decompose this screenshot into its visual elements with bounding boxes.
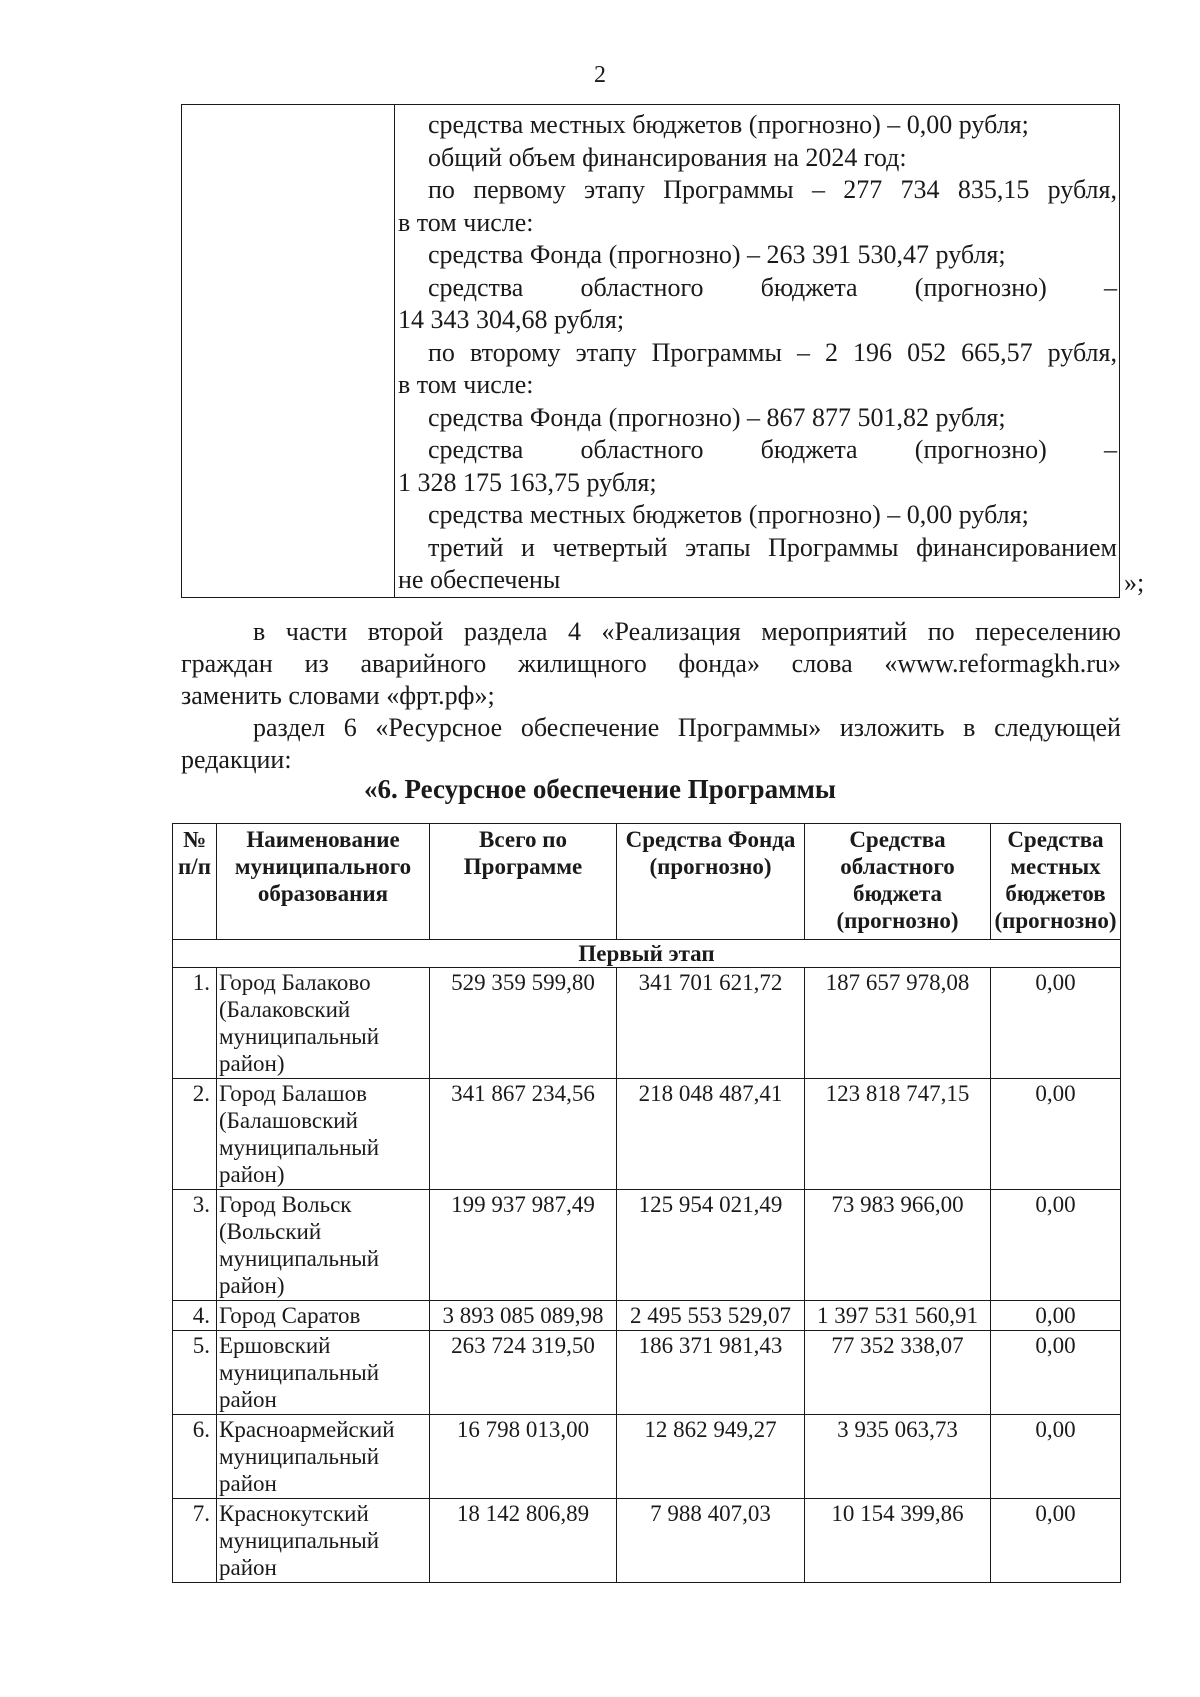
local-amount: 0,00 (991, 1331, 1121, 1415)
amendment-paragraph-section6 (181, 712, 1121, 776)
financing-line: 1 328 175 163,75 рубля; (398, 467, 657, 497)
total-amount: 3 893 085 089,98 (430, 1301, 617, 1331)
total-amount: 529 359 599,80 (430, 968, 617, 1079)
passport-value-cell (395, 105, 1120, 598)
word: по (428, 337, 455, 367)
word: 277 (843, 175, 883, 204)
word: – (1103, 272, 1117, 302)
municipality-name: Краснокутский муниципальный район (217, 1499, 430, 1583)
word: «Ресурсное (375, 713, 503, 742)
word: по (927, 617, 955, 646)
table-row (173, 1499, 1121, 1583)
word: раздела (463, 617, 548, 646)
table-row (173, 1331, 1121, 1415)
word: второму (469, 337, 561, 367)
word: следующей (994, 713, 1121, 742)
word: по (428, 175, 455, 204)
row-number: 3. (173, 1190, 217, 1301)
table-row (173, 1190, 1121, 1301)
word: 734 (900, 175, 940, 204)
table-row (173, 1301, 1121, 1331)
financing-line (398, 434, 1117, 467)
fund-amount: 2 495 553 529,07 (617, 1301, 805, 1331)
fund-amount: 186 371 981,43 (617, 1331, 805, 1415)
row-number: 4. (173, 1301, 217, 1331)
regional-amount: 3 935 063,73 (805, 1415, 991, 1499)
word: 052 (907, 337, 947, 367)
word: (прогнозно) (914, 272, 1047, 302)
paragraph-line: редакции: (181, 745, 292, 774)
row-number: 6. (173, 1415, 217, 1499)
word: (прогнозно) (914, 435, 1047, 464)
total-amount: 341 867 234,56 (430, 1079, 617, 1190)
word: аварийного (360, 649, 487, 678)
total-amount: 199 937 987,49 (430, 1190, 617, 1301)
financing-line (398, 337, 1117, 370)
financing-text (395, 105, 1119, 597)
stage-row (173, 940, 1121, 968)
word: областного (580, 272, 704, 302)
financing-line: средства Фонда (прогнозно) – 867 877 501,82 рубля; (428, 402, 1006, 432)
word: «www.reformagkh.ru» (884, 649, 1121, 678)
row-number: 5. (173, 1331, 217, 1415)
table-row (173, 968, 1121, 1079)
word: 2 (825, 337, 838, 367)
word: рубля, (1047, 337, 1117, 367)
regional-amount: 123 818 747,15 (805, 1079, 991, 1190)
word: переселению (975, 617, 1121, 646)
header-fund: Средства Фонда (прогнозно) (617, 824, 805, 940)
word: мероприятий (761, 617, 908, 646)
word: фонда» (678, 649, 760, 678)
word: – (811, 175, 825, 204)
municipality-name: Город Балаково (Балаковский муниципальный район) (217, 968, 430, 1079)
header-name: Наименование муниципального образования (217, 824, 430, 940)
fund-amount: 341 701 621,72 (617, 968, 805, 1079)
header-total: Всего по Программе (430, 824, 617, 940)
financing-line (398, 174, 1117, 207)
word: четвертый (552, 532, 668, 562)
row-number: 2. (173, 1079, 217, 1190)
word: рубля, (1047, 175, 1117, 204)
word: слова (791, 649, 853, 678)
word: Программы (651, 337, 782, 367)
municipality-name: Ершовский муниципальный район (217, 1331, 430, 1415)
total-amount: 263 724 319,50 (430, 1331, 617, 1415)
word: граждан (181, 649, 273, 678)
word: Программы» (677, 713, 822, 742)
financing-line: не обеспечены (398, 565, 561, 594)
table-row (173, 1415, 1121, 1499)
amendment-paragraph-section4 (181, 616, 1121, 712)
municipality-name: Город Саратов (217, 1301, 430, 1331)
word: и (521, 532, 535, 562)
regional-amount: 1 397 531 560,91 (805, 1301, 991, 1331)
financing-line: в том числе: (398, 370, 534, 399)
word: жилищного (517, 649, 647, 678)
word: средства (428, 272, 524, 302)
table-row (173, 1079, 1121, 1190)
local-amount: 0,00 (991, 968, 1121, 1079)
word: – (1103, 435, 1117, 464)
regional-amount: 10 154 399,86 (805, 1499, 991, 1583)
regional-amount: 77 352 338,07 (805, 1331, 991, 1415)
local-amount: 0,00 (991, 1499, 1121, 1583)
word: 6 (343, 713, 357, 742)
financing-line (398, 272, 1117, 305)
row-number: 7. (173, 1499, 217, 1583)
page-number: 2 (594, 62, 606, 88)
local-amount: 0,00 (991, 1415, 1121, 1499)
word: бюджета (760, 272, 858, 302)
word: второй (367, 617, 444, 646)
financing-line (398, 532, 1117, 565)
fund-amount: 125 954 021,49 (617, 1190, 805, 1301)
word: из (304, 649, 329, 678)
word: Программы (663, 175, 794, 204)
word: «Реализация (601, 617, 741, 646)
word: этапу (575, 337, 637, 367)
word: первому (473, 175, 566, 204)
passport-label-cell (182, 105, 395, 598)
word: раздел (253, 713, 326, 742)
financing-line: 14 343 304,68 рубля; (398, 305, 625, 334)
fund-amount: 7 988 407,03 (617, 1499, 805, 1583)
word: третий (428, 532, 504, 562)
stage-label: Первый этап (173, 940, 1121, 968)
word: этапу (584, 175, 645, 204)
word: – (796, 337, 810, 367)
municipality-name: Город Балашов (Балашовский муниципальный район) (217, 1079, 430, 1190)
paragraph-line: заменить словами «фрт.рф»; (181, 681, 495, 710)
regional-amount: 187 657 978,08 (805, 968, 991, 1079)
word: в (963, 713, 976, 742)
word: 4 (567, 617, 581, 646)
financing-line: общий объем финансирования на 2024 год: (428, 142, 907, 172)
section-title: «6. Ресурсное обеспечение Программы (364, 774, 836, 804)
word: бюджета (760, 435, 858, 464)
financing-line: средства местных бюджетов (прогнозно) – 0,00 рубля; (428, 110, 1029, 139)
financing-line: средства Фонда (прогнозно) – 263 391 530,47 рубля; (428, 240, 1006, 269)
local-amount: 0,00 (991, 1190, 1121, 1301)
total-amount: 16 798 013,00 (430, 1415, 617, 1499)
fund-amount: 12 862 949,27 (617, 1415, 805, 1499)
word: в (253, 617, 266, 646)
word: части (285, 617, 348, 646)
municipality-name: Город Вольск (Вольский муниципальный район) (217, 1190, 430, 1301)
header-regional: Средства областного бюджета (прогнозно) (805, 824, 991, 940)
resource-table (172, 823, 1121, 1583)
paragraph-line (181, 648, 1121, 680)
total-amount: 18 142 806,89 (430, 1499, 617, 1583)
row-number: 1. (173, 968, 217, 1079)
municipality-name: Красноармейский муниципальный район (217, 1415, 430, 1499)
word: обеспечение (520, 713, 660, 742)
word: 835,15 (957, 175, 1030, 204)
financing-line: в том числе: (398, 207, 534, 237)
paragraph-line (181, 616, 1121, 648)
word: финансированием (916, 532, 1117, 562)
header-num: № п/п (173, 824, 217, 940)
word: 196 (853, 337, 893, 367)
fund-amount: 218 048 487,41 (617, 1079, 805, 1190)
paragraph-line (181, 712, 1121, 744)
regional-amount: 73 983 966,00 (805, 1190, 991, 1301)
table-header-row (173, 824, 1121, 940)
financing-line: средства местных бюджетов (прогнозно) – 0,00 рубля; (428, 500, 1029, 529)
local-amount: 0,00 (991, 1301, 1121, 1331)
word: этапы (685, 532, 751, 562)
word: областного (580, 435, 704, 464)
word: 665,57 (961, 337, 1033, 367)
word: средства (428, 435, 524, 464)
word: Программы (768, 532, 899, 562)
passport-continuation-table (181, 104, 1120, 598)
local-amount: 0,00 (991, 1079, 1121, 1190)
word: изложить (839, 713, 945, 742)
header-local: Средства местных бюджетов (прогнозно) (991, 824, 1121, 940)
closing-quote: »; (1124, 568, 1145, 597)
